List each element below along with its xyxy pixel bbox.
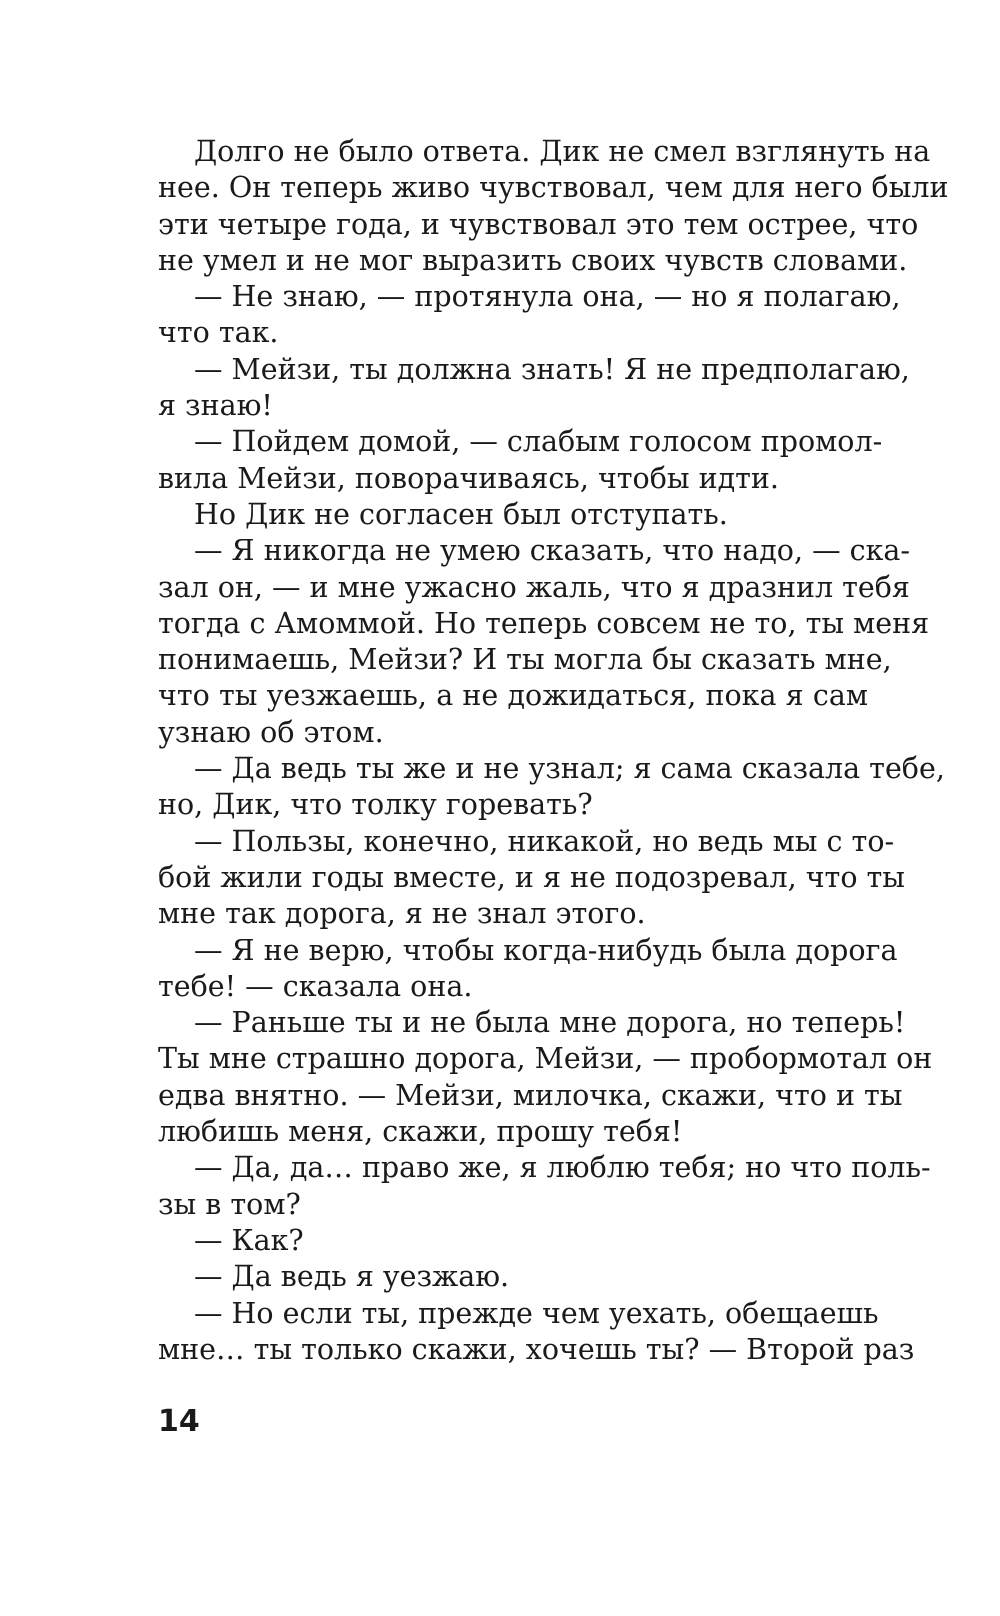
body-text xyxy=(158,134,949,1368)
text-line: — Как? xyxy=(194,1223,304,1257)
text-line: понимаешь, Мейзи? И ты могла бы сказать мне, xyxy=(158,643,892,677)
text-line: — Пойдем домой, — слабым голосом промол- xyxy=(194,425,883,459)
text-line: зал он, — и мне ужасно жаль, что я дразнил тебя xyxy=(158,570,910,604)
text-line: что так. xyxy=(158,316,279,350)
text-line: мне… ты только скажи, хочешь ты? — Второй раз xyxy=(158,1332,915,1366)
text-line: — Я никогда не умею сказать, что надо, — ска- xyxy=(194,534,911,568)
text-line: любишь меня, скажи, прошу тебя! xyxy=(158,1115,683,1149)
text-line: узнаю об этом. xyxy=(158,715,384,749)
text-line: не умел и не мог выразить своих чувств словами. xyxy=(158,243,908,277)
text-line: Но Дик не согласен был отступать. xyxy=(194,497,728,531)
text-line: — Не знаю, — протянула она, — но я полагаю, xyxy=(194,280,901,314)
text-line: но, Дик, что толку горевать? xyxy=(158,788,593,822)
text-line: — Раньше ты и не была мне дорога, но теперь! xyxy=(194,1006,906,1040)
text-line: зы в том? xyxy=(158,1187,301,1221)
text-line: что ты уезжаешь, а не дожидаться, пока я сам xyxy=(158,679,868,713)
text-line: эти четыре года, и чувствовал это тем острее, что xyxy=(158,207,919,241)
text-line: — Да, да… право же, я люблю тебя; но что поль- xyxy=(194,1151,931,1185)
text-line: нее. Он теперь живо чувствовал, чем для него были xyxy=(158,171,949,205)
text-line: — Да ведь я уезжаю. xyxy=(194,1260,510,1294)
text-line: я знаю! xyxy=(158,389,273,423)
text-line: тебе! — сказала она. xyxy=(158,969,473,1003)
text-line: — Я не верю, чтобы когда-нибудь была дорога xyxy=(194,933,898,967)
text-line: мне так дорога, я не знал этого. xyxy=(158,897,646,931)
page-number: 14 xyxy=(158,1404,200,1439)
text-line: Ты мне страшно дорога, Мейзи, — пробормотал он xyxy=(158,1042,933,1076)
text-line: бой жили годы вместе, и я не подозревал, что ты xyxy=(158,860,905,894)
text-line: — Мейзи, ты должна знать! Я не предполагаю, xyxy=(194,352,910,386)
text-line: — Да ведь ты же и не узнал; я сама сказала тебе, xyxy=(194,752,945,786)
text-line: — Пользы, конечно, никакой, но ведь мы с то- xyxy=(194,824,895,858)
text-line: — Но если ты, прежде чем уехать, обещаешь xyxy=(194,1296,879,1330)
text-line: едва внятно. — Мейзи, милочка, скажи, что и ты xyxy=(158,1078,903,1112)
text-line: Долго не было ответа. Дик не смел взглянуть на xyxy=(194,135,931,168)
text-line: вила Мейзи, поворачиваясь, чтобы идти. xyxy=(158,461,779,495)
text-line: тогда с Амоммой. Но теперь совсем не то, ты меня xyxy=(158,606,930,640)
